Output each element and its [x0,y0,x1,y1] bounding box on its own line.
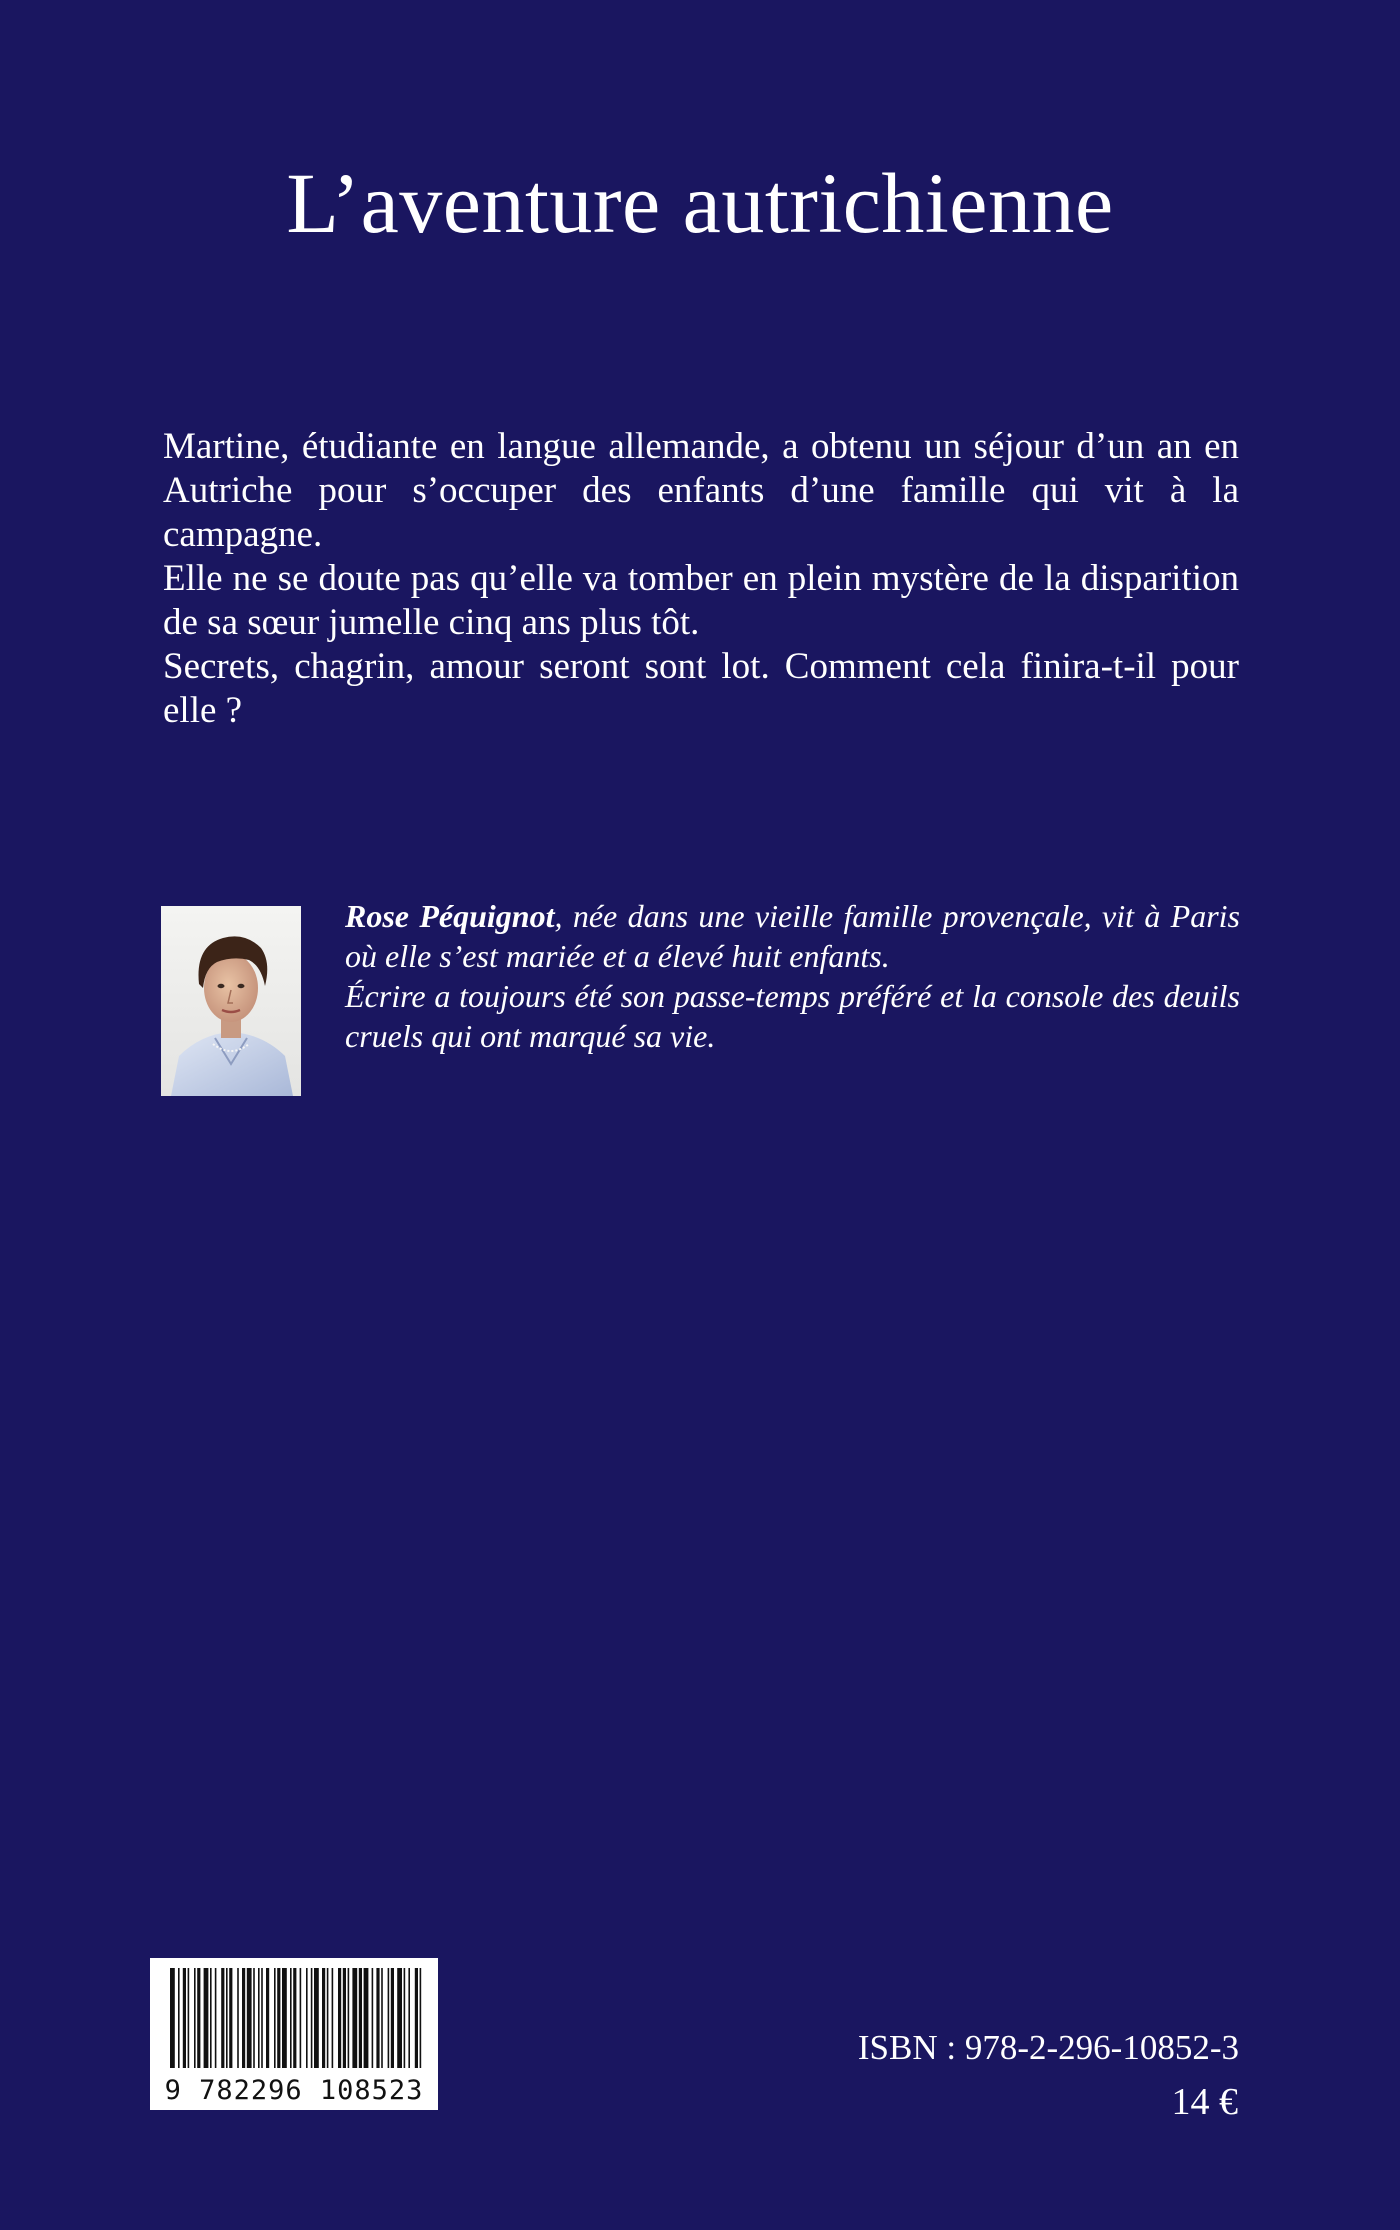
barcode-bar [247,1968,252,2068]
barcode-bar [348,1968,350,2068]
barcode-bar [397,1968,402,2068]
barcode-bar [343,1968,346,2068]
barcode-bar [221,1968,224,2068]
author-bio-paragraph [345,896,1240,976]
author-photo [161,906,301,1096]
barcode-bar [352,1968,357,2068]
barcode-bar [415,1968,418,2068]
barcode-bar [381,1968,383,2068]
barcode-bar [178,1968,180,2068]
barcode-bar [408,1968,410,2068]
barcode-bar [372,1968,374,2068]
barcode-bar [204,1968,209,2068]
author-portrait-image [161,906,301,1096]
barcode-bar [391,1968,394,2068]
barcode-bar [311,1968,313,2068]
blurb-paragraph: Elle ne se doute pas qu’elle va tomber en plein mystère de la disparition de sa sœur jumelle cinq ans plus tôt. [163,558,1239,643]
barcode-bar [388,1968,390,2068]
barcode-bar [420,1968,422,2068]
barcode-bar [282,1968,287,2068]
barcode-bar [210,1968,212,2068]
barcode-bar [314,1968,319,2068]
barcode-bar [194,1968,196,2068]
barcode-bar [306,1968,308,2068]
book-title: L’aventure autrichienne [286,155,1114,251]
barcode-bar [300,1968,302,2068]
barcode-bar [376,1968,379,2068]
barcode-bar [338,1968,341,2068]
barcode-bar [266,1968,269,2068]
author-bio-text: , née dans une vieille famille provençale, vit à Paris où elle s’est mariée et a élevé huit enfants. [345,898,1241,974]
barcode-bar [274,1968,276,2068]
barcode-bar [226,1968,228,2068]
barcode-bar [261,1968,263,2068]
barcode-bar [253,1968,255,2068]
barcode-digits: 9 782296 108523 [164,2075,424,2106]
isbn: ISBN : 978-2-296-10852-3 [857,2028,1239,2067]
barcode-bar [277,1968,280,2068]
barcode-bar [229,1968,232,2068]
barcode-bar [215,1968,217,2068]
barcode-bar [197,1968,200,2068]
barcode [150,1958,438,2110]
barcode-bar [237,1968,239,2068]
barcode-bar [293,1968,296,2068]
barcode-bar [404,1968,406,2068]
barcode-bar [327,1968,329,2068]
barcode-bar [290,1968,292,2068]
barcode-bar [183,1968,186,2068]
author-bio-paragraph: Écrire a toujours été son passe-temps préféré et la console des deuils cruels qui ont marqué sa vie. [345,978,1240,1054]
barcode-bar [188,1968,190,2068]
barcode-bar [170,1968,175,2068]
back-cover-blurb [163,425,1239,733]
blurb-paragraph: Martine, étudiante en langue allemande, a obtenu un séjour d’un an en Autriche pour s’occuper des enfants d’une famille qui vit à la campagne. [163,426,1239,555]
barcode-bar [322,1968,325,2068]
author-name: Rose Péquignot [345,898,555,934]
barcode-bar [258,1968,260,2068]
barcode-bar [359,1968,362,2068]
blurb-paragraph: Secrets, chagrin, amour seront sont lot. Comment cela finira-t-il pour elle ? [163,646,1239,731]
barcode-bar [364,1968,369,2068]
price: 14 € [1171,2081,1238,2123]
barcode-bar [332,1968,334,2068]
author-bio [345,896,1240,1056]
barcode-bar [242,1968,245,2068]
